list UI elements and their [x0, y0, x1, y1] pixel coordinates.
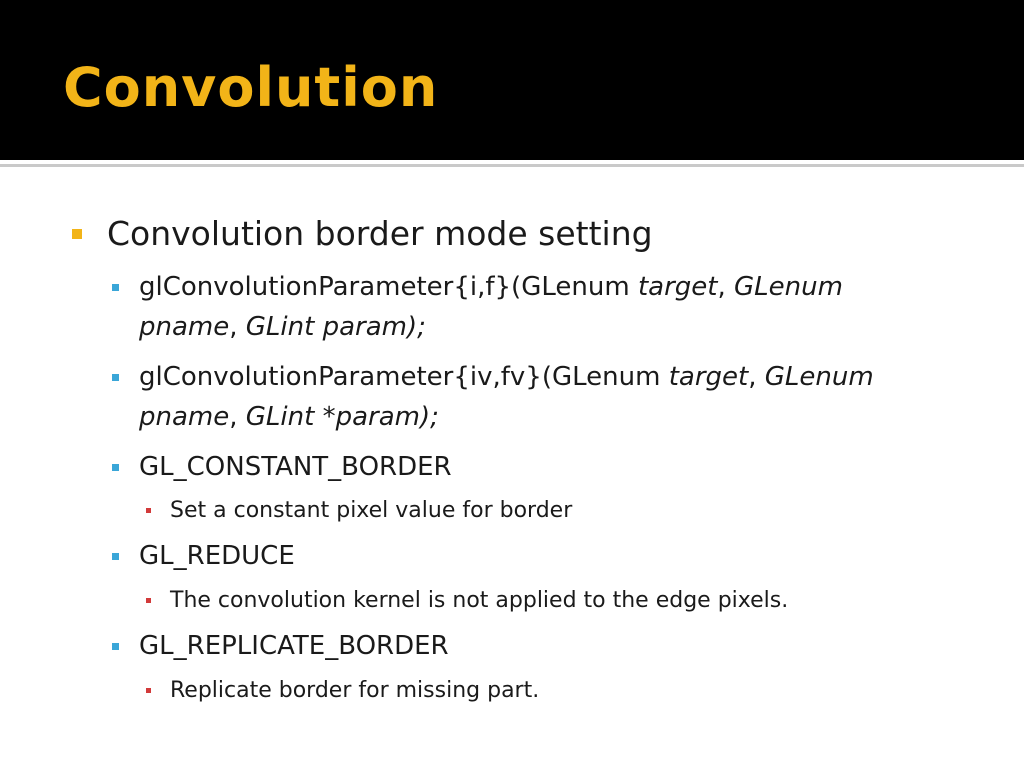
bullet-square-icon [146, 688, 151, 693]
fn1-sep1: , [717, 272, 734, 302]
bullet-square-icon [112, 464, 119, 471]
fn1-glenum: GLenum [733, 272, 843, 302]
bullet-constant-border: GL_CONSTANT_BORDER [139, 452, 452, 482]
fn2-name: glConvolutionParameter{iv,fv}(GLenum [139, 362, 669, 392]
bullet-constant-desc: Set a constant pixel value for border [170, 498, 573, 523]
bullet-replicate-desc: Replicate border for missing part. [170, 678, 540, 703]
fn1-target: target [637, 272, 718, 302]
bullet-main: Convolution border mode setting [107, 214, 653, 253]
fn2-glenum: GLenum [764, 362, 874, 392]
bullet-fn2-line2 [139, 398, 439, 436]
fn2-sep2: , [229, 402, 246, 432]
fn1-pname: pname [139, 312, 230, 342]
bullet-fn1-line2 [139, 308, 426, 346]
fn2-target: target [668, 362, 749, 392]
bullet-square-icon [112, 284, 119, 291]
bullet-reduce-desc: The convolution kernel is not applied to the edge pixels. [170, 588, 789, 613]
bullet-fn2-line1 [139, 358, 874, 396]
fn1-name: glConvolutionParameter{i,f}(GLenum [139, 272, 638, 302]
fn1-param: GLint param); [245, 312, 426, 342]
bullet-reduce: GL_REDUCE [139, 541, 295, 571]
fn1-sep2: , [229, 312, 246, 342]
fn2-sep1: , [748, 362, 765, 392]
bullet-square-icon [112, 643, 119, 650]
slide-title: Convolution [63, 56, 439, 119]
bullet-square-icon [112, 553, 119, 560]
fn2-pname: pname [139, 402, 230, 432]
bullet-replicate-border: GL_REPLICATE_BORDER [139, 631, 449, 661]
bullet-square-icon [146, 508, 151, 513]
bullet-square-icon [72, 229, 82, 239]
bullet-square-icon [112, 374, 119, 381]
bullet-square-icon [146, 598, 151, 603]
fn2-param: GLint *param); [245, 402, 439, 432]
bullet-fn1-line1 [139, 268, 843, 306]
